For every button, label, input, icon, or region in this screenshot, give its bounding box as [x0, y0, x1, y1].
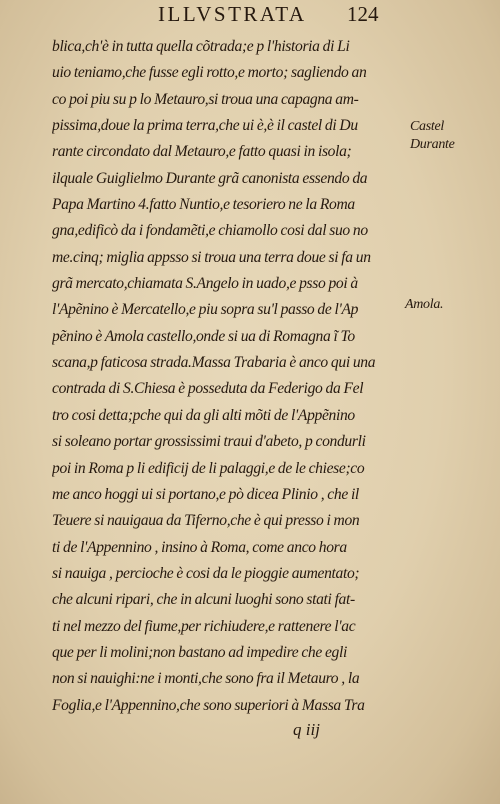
- running-head-title: ILLVSTRATA: [158, 2, 307, 26]
- text-line: me.cinq; miglia appsso si troua una terra doue si fa un: [52, 248, 371, 266]
- body-text: [52, 34, 402, 724]
- text-line: non si nauighi:ne i monti,che sono fra il Metauro , la: [52, 670, 360, 688]
- running-head: [0, 2, 500, 38]
- marginal-note-amola: Amola.: [405, 297, 444, 312]
- marginal-note-castel-durante: [410, 118, 455, 154]
- text-line: l'Apẽnino è Mercatello,e piu sopra su'l passo de l'Ap: [52, 301, 359, 319]
- text-line: Papa Martino 4.fatto Nuntio,e tesoriero ne la Roma: [52, 196, 355, 214]
- text-line: uio teniamo,che fusse egli rotto,e morto; sagliendo an: [52, 64, 367, 82]
- signature-mark: q iij: [293, 720, 320, 739]
- text-line: pẽnino è Amola castello,onde si ua di Romagna ĩ To: [52, 327, 355, 345]
- text-line: co poi piu su p lo Metauro,si troua una capagna am-: [52, 90, 359, 108]
- page-number: 124: [347, 2, 379, 26]
- text-line: Teuere si nauigaua da Tiferno,che è qui presso i mon: [52, 512, 360, 530]
- text-line: pissima,doue la prima terra,che ui è,è il castel di Du: [52, 117, 358, 135]
- text-line: ti de l'Appennino , insino à Roma, come anco hora: [52, 538, 347, 556]
- marginal-note-line: Castel: [410, 119, 444, 134]
- text-line: poi in Roma p li edificij de li palaggi,e de le chiese;co: [52, 459, 365, 477]
- text-line: me anco hoggi ui si portano,e pò dicea Plinio , che il: [52, 485, 359, 503]
- text-line: blica,ch'è in tutta quella cõtrada;e p l'historia di Li: [52, 38, 350, 55]
- text-line: che alcuni ripari, che in alcuni luoghi sono stati fat-: [52, 591, 355, 609]
- text-line: si nauiga , percioche è cosi da le pioggie aumentato;: [52, 564, 360, 582]
- text-line: [52, 719, 402, 724]
- text-line: tro cosi detta;pche qui da gli alti mõti de l'Appẽnino: [52, 406, 355, 424]
- text-line: gna,edificò da i fondamẽti,e chiamollo cosi dal suo no: [52, 222, 368, 240]
- text-line: rante circondato dal Metauro,e fatto quasi in isola;: [52, 143, 352, 161]
- text-line: si soleano portar grossissimi traui d'abeto, p condurli: [52, 433, 366, 451]
- text-line: Foglia,e l'Appennino,che sono superiori à Massa Tra: [52, 696, 365, 714]
- text-line: contrada di S.Chiesa è posseduta da Federigo da Fel: [52, 380, 364, 398]
- text-line: scana,p faticosa strada.Massa Trabaria è anco qui una: [52, 354, 376, 372]
- text-line: ti nel mezzo del fiume,per richiudere,e rattenere l'ac: [52, 617, 356, 635]
- marginal-note-line: Durante: [410, 137, 455, 152]
- text-line: grã mercato,chiamata S.Angelo in uado,e psso poi à: [52, 275, 358, 293]
- text-line: que per li molini;non bastano ad impedire che egli: [52, 643, 347, 661]
- text-line: ilquale Guiglielmo Durante grã canonista essendo da: [52, 169, 368, 187]
